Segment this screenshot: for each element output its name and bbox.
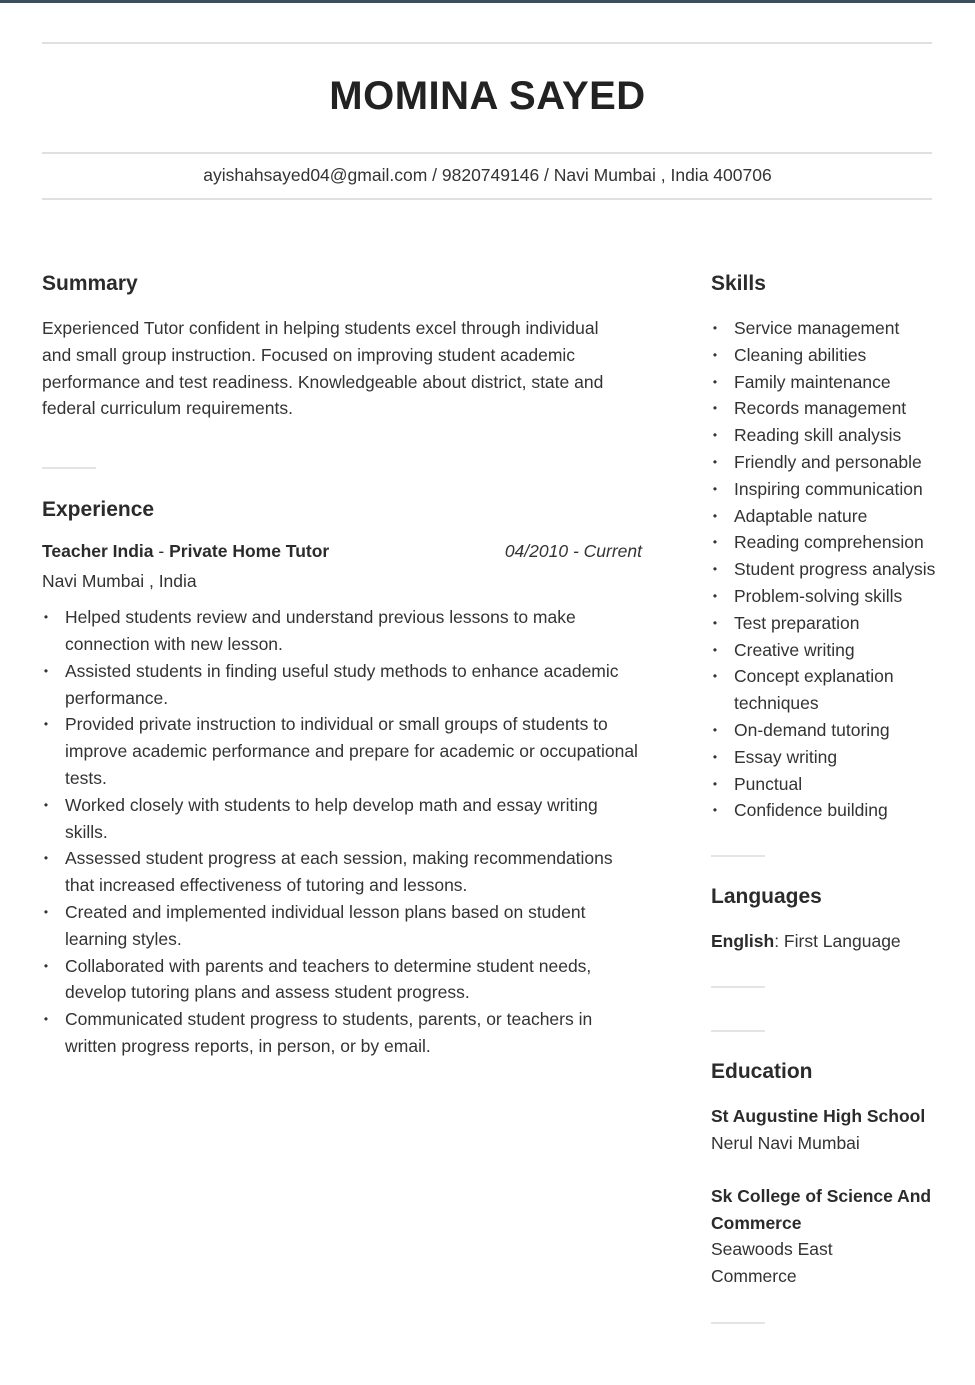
list-item: • Problem-solving skills bbox=[711, 583, 936, 610]
contact-line: ayishahsayed04@gmail.com / 9820749146 / Navi Mumbai , India 400706 bbox=[203, 165, 772, 185]
list-item: • Reading skill analysis bbox=[711, 422, 936, 449]
language-level: : First Language bbox=[774, 931, 901, 952]
bullet-dot: • bbox=[712, 401, 718, 416]
bullet-dot: • bbox=[712, 321, 718, 335]
section-divider bbox=[711, 1030, 765, 1032]
bullet-dot: • bbox=[43, 851, 49, 866]
list-item: • Concept explanation techniques bbox=[711, 663, 936, 717]
education-entry bbox=[711, 1183, 936, 1290]
section-divider bbox=[42, 467, 96, 469]
top-accent-bar bbox=[0, 0, 975, 3]
experience-bullets bbox=[42, 604, 642, 1060]
bullet-dot: • bbox=[712, 347, 718, 362]
bullet-dot: • bbox=[43, 797, 49, 812]
education-heading: Education bbox=[711, 1060, 813, 1084]
bullet-dot: • bbox=[43, 717, 49, 732]
section-divider bbox=[711, 1322, 765, 1324]
languages-section bbox=[711, 883, 936, 955]
list-item: • Cleaning abilities bbox=[711, 342, 936, 369]
skills-heading: Skills bbox=[711, 272, 766, 295]
language-name: English bbox=[711, 931, 775, 952]
bullet-dot: • bbox=[712, 615, 718, 630]
list-item: • Essay writing bbox=[711, 744, 936, 771]
school-location: Seawoods East bbox=[711, 1239, 833, 1260]
bullet-dot: • bbox=[712, 749, 718, 764]
header-middle-divider bbox=[42, 152, 932, 154]
job-dates: 04/2010 - Current bbox=[504, 541, 642, 562]
list-item: • On-demand tutoring bbox=[711, 717, 936, 744]
skills-list bbox=[711, 315, 936, 824]
experience-section bbox=[42, 496, 642, 1060]
bullet-dot: • bbox=[712, 803, 718, 818]
education-entry bbox=[711, 1103, 936, 1157]
bullet-dot: • bbox=[712, 535, 718, 550]
summary-text: Experienced Tutor confident in helping students excel through individual and small group instruction. Focused on improving student academic performance and test readiness. Knowledgeable about district, state and federal curriculum requirements. bbox=[42, 318, 604, 419]
list-item: • Communicated student progress to students, parents, or teachers in written progress reports, in person, or by email. bbox=[42, 1006, 642, 1060]
skills-section bbox=[711, 270, 936, 824]
bullet-dot: • bbox=[712, 588, 718, 603]
bullet-dot: • bbox=[43, 904, 49, 919]
school-name: St Augustine High School bbox=[711, 1106, 926, 1127]
bullet-dot: • bbox=[712, 481, 718, 496]
header-bottom-divider bbox=[42, 198, 932, 200]
section-divider bbox=[711, 855, 765, 857]
bullet-dot: • bbox=[712, 454, 718, 469]
list-item: • Inspiring communication bbox=[711, 476, 936, 503]
list-item: • Collaborated with parents and teachers to determine student needs, develop tutoring plans and assess student progress. bbox=[42, 953, 642, 1007]
language-entry bbox=[711, 928, 936, 955]
bullet-dot: • bbox=[43, 1012, 49, 1027]
school-field: Commerce bbox=[711, 1266, 797, 1287]
left-column bbox=[42, 270, 642, 1060]
list-item: • Helped students review and understand previous lessons to make connection with new lesson. bbox=[42, 604, 642, 658]
education-section bbox=[711, 1058, 936, 1290]
list-item: • Friendly and personable bbox=[711, 449, 936, 476]
list-item: • Confidence building bbox=[711, 797, 936, 824]
job-company: Teacher India bbox=[42, 541, 154, 562]
job-location: Navi Mumbai , India bbox=[42, 571, 197, 592]
bullet-dot: • bbox=[43, 663, 49, 678]
list-item: • Service management bbox=[711, 315, 936, 342]
list-item: • Test preparation bbox=[711, 610, 936, 637]
resume-name: MOMINA SAYED bbox=[329, 74, 646, 118]
list-item: • Student progress analysis bbox=[711, 556, 936, 583]
bullet-dot: • bbox=[43, 610, 49, 625]
right-column bbox=[711, 270, 936, 1324]
job-separator: - bbox=[153, 541, 170, 562]
list-item: • Records management bbox=[711, 395, 936, 422]
list-item: • Provided private instruction to individual or small groups of students to improve academic performance and prepare for academic or occupational tests. bbox=[42, 711, 642, 791]
list-item: • Worked closely with students to help develop math and essay writing skills. bbox=[42, 792, 642, 846]
list-item: • Assisted students in finding useful study methods to enhance academic performance. bbox=[42, 658, 642, 712]
list-item: • Creative writing bbox=[711, 637, 936, 664]
school-location: Nerul Navi Mumbai bbox=[711, 1132, 860, 1153]
list-item: • Adaptable nature bbox=[711, 503, 936, 530]
school-name: Sk College of Science And Commerce bbox=[711, 1185, 932, 1233]
list-item: • Created and implemented individual lesson plans based on student learning styles. bbox=[42, 899, 642, 953]
section-divider bbox=[711, 986, 765, 988]
experience-heading: Experience bbox=[42, 498, 155, 522]
bullet-dot: • bbox=[43, 958, 49, 973]
bullet-dot: • bbox=[712, 642, 718, 657]
list-item: • Reading comprehension bbox=[711, 529, 936, 556]
job-header bbox=[42, 541, 642, 568]
bullet-dot: • bbox=[712, 669, 718, 684]
bullet-dot: • bbox=[712, 722, 718, 737]
bullet-dot: • bbox=[712, 508, 718, 523]
bullet-dot: • bbox=[712, 428, 718, 443]
summary-heading: Summary bbox=[42, 272, 138, 295]
list-item: • Family maintenance bbox=[711, 369, 936, 396]
bullet-dot: • bbox=[712, 776, 718, 791]
header-top-divider bbox=[42, 42, 932, 44]
list-item: • Assessed student progress at each session, making recommendations that increased effectiveness of tutoring and lessons. bbox=[42, 845, 642, 899]
languages-heading: Languages bbox=[711, 885, 822, 909]
list-item: • Punctual bbox=[711, 771, 936, 798]
bullet-dot: • bbox=[712, 374, 718, 389]
summary-section bbox=[42, 270, 642, 422]
job-title bbox=[42, 541, 329, 562]
bullet-dot: • bbox=[712, 562, 718, 577]
job-role: Private Home Tutor bbox=[169, 541, 330, 562]
